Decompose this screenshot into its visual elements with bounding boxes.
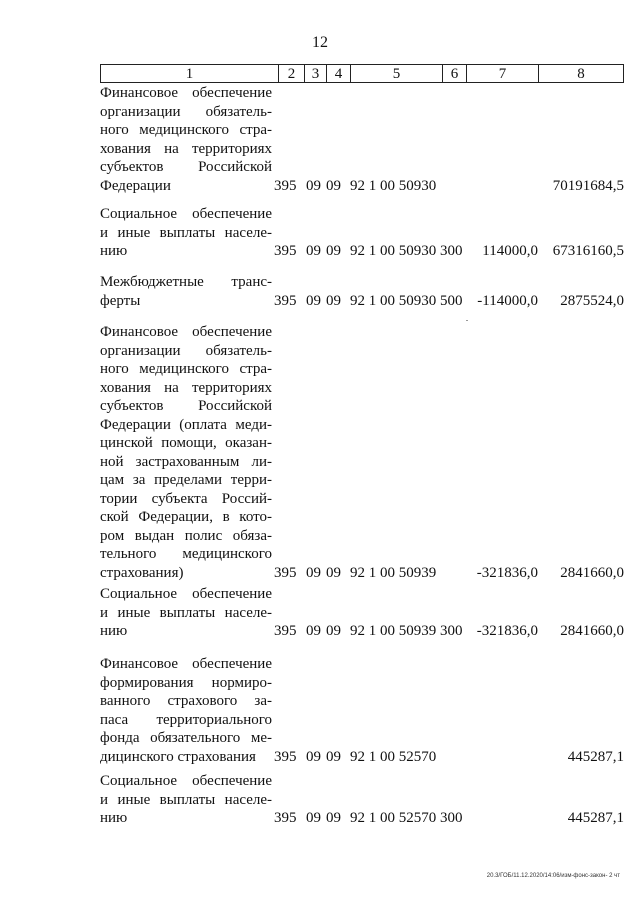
cell-admin-code: 395 [274, 623, 297, 639]
desc-line: и иные выплаты населе- [100, 224, 272, 241]
cell-subsection: 09 [326, 623, 341, 639]
row-values [100, 809, 626, 828]
header-col-4: 4 [326, 64, 350, 83]
desc-line: формирования нормиро- [100, 674, 272, 691]
cell-section: 09 [306, 243, 321, 259]
cell-target-article: 92 1 00 50939 [350, 623, 437, 639]
desc-line: Федерации (оплата меди- [100, 416, 272, 433]
desc-line: ферты [100, 292, 141, 309]
header-col-8: 8 [538, 64, 624, 83]
cell-subsection: 09 [326, 810, 341, 826]
desc-line: Межбюджетные транс- [100, 274, 272, 290]
cell-expense-type: 300 [440, 810, 463, 826]
document-footer: 20.3/ГОБ/11.12.2020/14:06/изм-фонс-закон- 2 чт [486, 873, 620, 879]
desc-line: ной застрахованным ли- [100, 453, 272, 470]
row-values [100, 292, 626, 311]
header-col-2: 2 [278, 64, 304, 83]
desc-line: нию [100, 623, 128, 639]
cell-admin-code: 395 [274, 243, 297, 259]
cell-amount: 2875524,0 [560, 292, 624, 309]
desc-line: организации обязатель- [100, 342, 272, 359]
desc-line: субъектов Российской [100, 159, 272, 175]
cell-target-article: 92 1 00 52570 [350, 748, 437, 765]
header-col-7: 7 [466, 64, 538, 83]
row-values [100, 242, 626, 261]
desc-line: паса территориального [100, 711, 272, 728]
cell-amount: 445287,1 [567, 810, 624, 826]
cell-change: -114000,0 [477, 292, 538, 309]
desc-line: цам за пределами терри- [100, 472, 272, 488]
row-values [100, 622, 626, 641]
desc-line: ного медицинского стра- [100, 122, 272, 138]
cell-amount: 2841660,0 [560, 564, 624, 581]
desc-line: хования на территориях [100, 379, 272, 396]
desc-line: Федерации [100, 177, 171, 194]
desc-line: Финансовое обеспечение [100, 656, 272, 672]
cell-admin-code: 395 [274, 292, 297, 309]
cell-change: -321836,0 [476, 564, 538, 581]
desc-line: страхования) [100, 564, 184, 581]
row-values [100, 748, 626, 767]
cell-target-article: 92 1 00 50930 [350, 243, 437, 259]
desc-line: тории субъекта Россий- [100, 490, 272, 507]
cell-subsection: 09 [326, 177, 341, 194]
cell-amount: 2841660,0 [560, 623, 624, 639]
table-header-row [100, 64, 624, 84]
desc-line: нию [100, 810, 128, 826]
desc-line: тельного медицинского [100, 546, 272, 562]
desc-line: Социальное обеспечение [100, 773, 272, 789]
desc-line: ного медицинского стра- [100, 361, 272, 377]
desc-line: хования на территориях [100, 140, 272, 157]
cell-expense-type: 500 [440, 292, 463, 309]
cell-subsection: 09 [326, 564, 341, 581]
cell-target-article: 92 1 00 50930 [350, 177, 437, 194]
cell-section: 09 [306, 177, 321, 194]
row-values [100, 177, 626, 196]
cell-admin-code: 395 [274, 564, 297, 581]
row-values [100, 564, 626, 583]
cell-section: 09 [306, 564, 321, 581]
desc-line: ром выдан полис обяза- [100, 527, 272, 544]
desc-line: Социальное обеспечение [100, 206, 272, 222]
cell-subsection: 09 [326, 292, 341, 309]
cell-amount: 67316160,5 [552, 243, 624, 259]
desc-line: и иные выплаты населе- [100, 604, 272, 621]
cell-section: 09 [306, 810, 321, 826]
header-col-5: 5 [350, 64, 442, 83]
desc-line: Финансовое обеспечение [100, 85, 272, 101]
cell-expense-type: 300 [440, 243, 463, 259]
cell-section: 09 [306, 748, 321, 765]
cell-subsection: 09 [326, 748, 341, 765]
page-number: 12 [312, 34, 328, 51]
scan-speck [466, 320, 468, 321]
header-col-3: 3 [304, 64, 326, 83]
cell-amount: 445287,1 [567, 748, 624, 765]
row-description [100, 323, 272, 582]
header-col-1: 1 [100, 64, 278, 83]
desc-line: цинской помощи, оказан- [100, 435, 272, 451]
cell-change: 114000,0 [482, 243, 538, 259]
cell-admin-code: 395 [274, 810, 297, 826]
desc-line: нию [100, 243, 128, 259]
cell-expense-type: 300 [440, 623, 463, 639]
cell-amount: 70191684,5 [552, 177, 624, 194]
cell-admin-code: 395 [274, 177, 297, 194]
cell-target-article: 92 1 00 50939 [350, 564, 437, 581]
cell-target-article: 92 1 00 50930 [350, 292, 437, 309]
desc-line: ванного страхового за- [100, 693, 272, 709]
cell-section: 09 [306, 292, 321, 309]
desc-line: Финансовое обеспечение [100, 324, 272, 340]
desc-line: и иные выплаты населе- [100, 791, 272, 808]
cell-subsection: 09 [326, 243, 341, 259]
cell-change: -321836,0 [476, 623, 538, 639]
header-col-6: 6 [442, 64, 466, 83]
desc-line: ской Федерации, в кото- [100, 509, 272, 525]
cell-target-article: 92 1 00 52570 [350, 810, 437, 826]
desc-line: фонда обязательного ме- [100, 730, 272, 746]
desc-line: организации обязатель- [100, 103, 272, 120]
desc-line: Социальное обеспечение [100, 586, 272, 602]
desc-line: дицинского страхования [100, 748, 256, 765]
cell-section: 09 [306, 623, 321, 639]
desc-line: субъектов Российской [100, 398, 272, 414]
cell-admin-code: 395 [274, 748, 297, 765]
